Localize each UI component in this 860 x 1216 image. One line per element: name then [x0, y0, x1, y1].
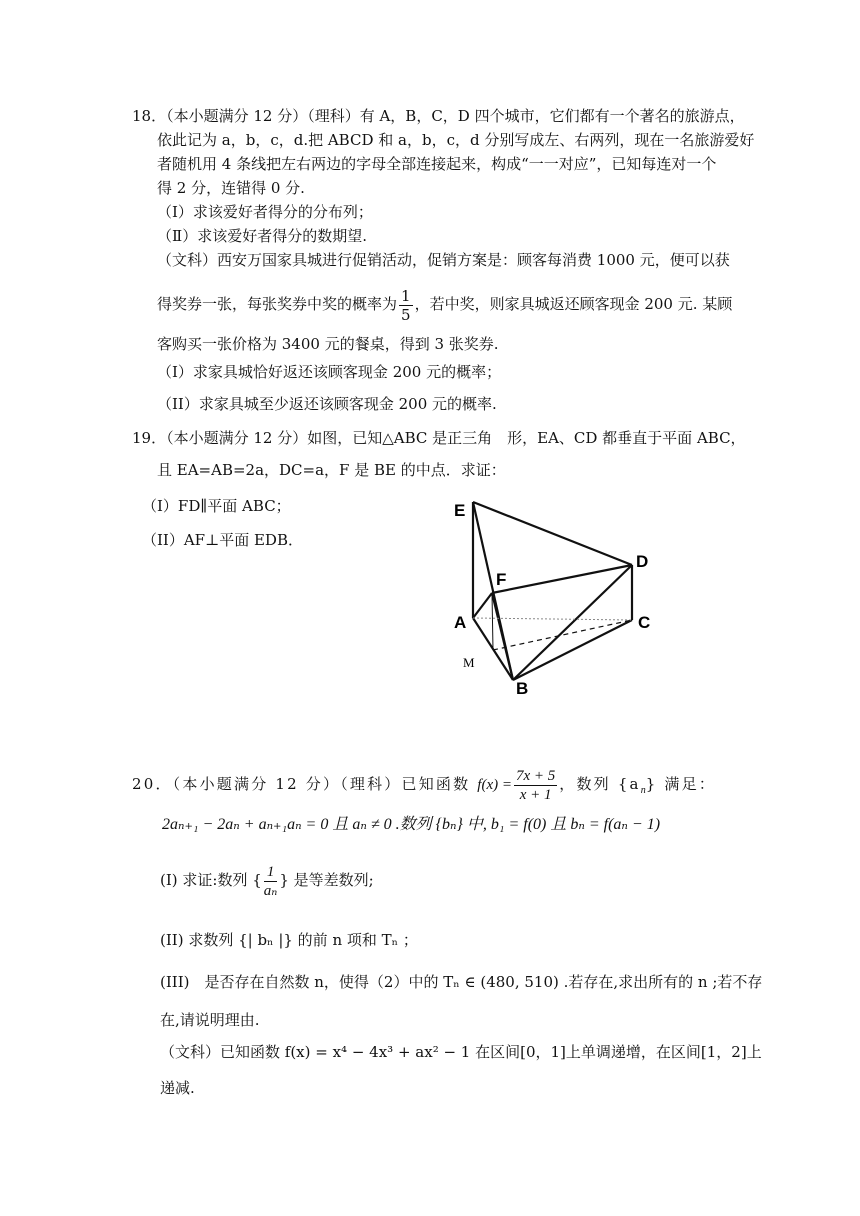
q18-liberal-line-2 [157, 284, 732, 324]
fraction-numerator: 1 [401, 286, 411, 305]
q18-liberal-part-2: （II）求家具城至少返还该顾客现金 200 元的概率. [157, 395, 497, 413]
q20-intro: 20．（本小题满分 12 分）（理科）已知函数 [132, 775, 478, 793]
q20-seq-text: ，数列 {a [559, 775, 641, 793]
q18-liberal-line-1: （文科）西安万国家具城进行促销活动，促销方案是：顾客每消费 1000 元，便可以获 [157, 251, 730, 269]
q20-part-3-cont: 在,请说明理由. [160, 1011, 260, 1029]
q19-part-2: （II）AF⊥平面 EDB． [142, 531, 303, 549]
label-E: E [454, 501, 466, 520]
q20-liberal-line-2: 递减. [160, 1079, 195, 1097]
q20-part-3: (III) 是否存在自然数 n，使得（2）中的 Tₙ ∈ (480, 510) .若存在,求出所有的 n ;若不存 [160, 973, 763, 991]
q18-part-2: （Ⅱ）求该爱好者得分的数期望. [157, 227, 367, 245]
function-denominator: x + 1 [519, 786, 552, 803]
function-f: f(x) = [477, 777, 512, 793]
label-M: M [463, 655, 475, 670]
reciprocal-fraction [264, 863, 278, 900]
function-fraction [514, 767, 557, 804]
q18-line-3: 者随机用 4 条线把左右两边的字母全部连接起来，构成“一一对应”，已知每连对一个 [157, 155, 717, 173]
q20-part-1-a: (I) 求证:数列 { [160, 871, 262, 889]
q20-part-1-b: } 是等差数列; [279, 871, 374, 889]
q18-liberal-text-a: 得奖券一张，每张奖券中奖的概率为 [157, 295, 398, 313]
q20-condition: 2aₙ₊₁ − 2aₙ + aₙ₊₁aₙ = 0 且 aₙ ≠ 0 .数列 {bₙ} 中, b₁ = f(0) 且 bₙ = f(aₙ − 1) [162, 816, 661, 833]
q20-part-1 [160, 860, 374, 900]
q18-part-1: （Ⅰ）求该爱好者得分的分布列； [157, 203, 373, 221]
fraction-denominator: 5 [401, 305, 411, 324]
q20-seq-text-b: } 满足： [645, 775, 717, 793]
q18-line-2: 依此记为 a，b，c，d.把 ABCD 和 a，b，c，d 分别写成左、右两列，现在一名旅游爱好 [157, 131, 755, 149]
q18-liberal-part-1: （I）求家具城恰好返还该顾客现金 200 元的概率； [157, 363, 502, 381]
q18-liberal-text-b: ，若中奖，则家具城返还顾客现金 200 元. 某顾 [414, 295, 733, 313]
q19-line-2: 且 EA=AB=2a，DC=a，F 是 BE 的中点．求证： [157, 461, 506, 479]
q18-line-1: 18．（本小题满分 12 分）（理科）有 A，B，C，D 四个城市，它们都有一个著名的旅游点， [132, 107, 745, 125]
label-A: A [454, 613, 467, 632]
function-numerator: 7x + 5 [515, 767, 556, 784]
q20-part-2: (II) 求数列 {| bₙ |} 的前 n 项和 Tₙ ； [160, 931, 418, 949]
q18-line-4: 得 2 分，连错得 0 分. [157, 179, 305, 197]
q20-line-1: 20．（本小题满分 12 分）（理科）已知函数 f(x) = $\frac{7x + 5}{x + 1}$ ，数列 $\{a_n\}$ 满足： [132, 767, 717, 803]
label-C: C [638, 613, 651, 632]
label-B: B [516, 679, 529, 698]
q20-liberal-line-1: （文科）已知函数 f(x) = x⁴ − 4x³ + ax² − 1 在区间[0，1]上单调递增，在区间[1，2]上 [160, 1043, 762, 1061]
geometry-figure [440, 490, 670, 705]
reciprocal-denominator: aₙ [263, 882, 278, 899]
probability-fraction [399, 287, 413, 324]
label-D: D [636, 552, 649, 571]
reciprocal-numerator: 1 [264, 863, 278, 882]
q19-part-1: （I）FD∥平面 ABC； [142, 497, 291, 515]
q18-liberal-line-3: 客购买一张价格为 3400 元的餐桌，得到 3 张奖券. [157, 335, 499, 353]
q19-line-1: 19．（本小题满分 12 分）如图，已知△ABC 是正三角 形，EA、CD 都垂直于平面 ABC， [132, 429, 746, 447]
label-F: F [496, 570, 507, 589]
